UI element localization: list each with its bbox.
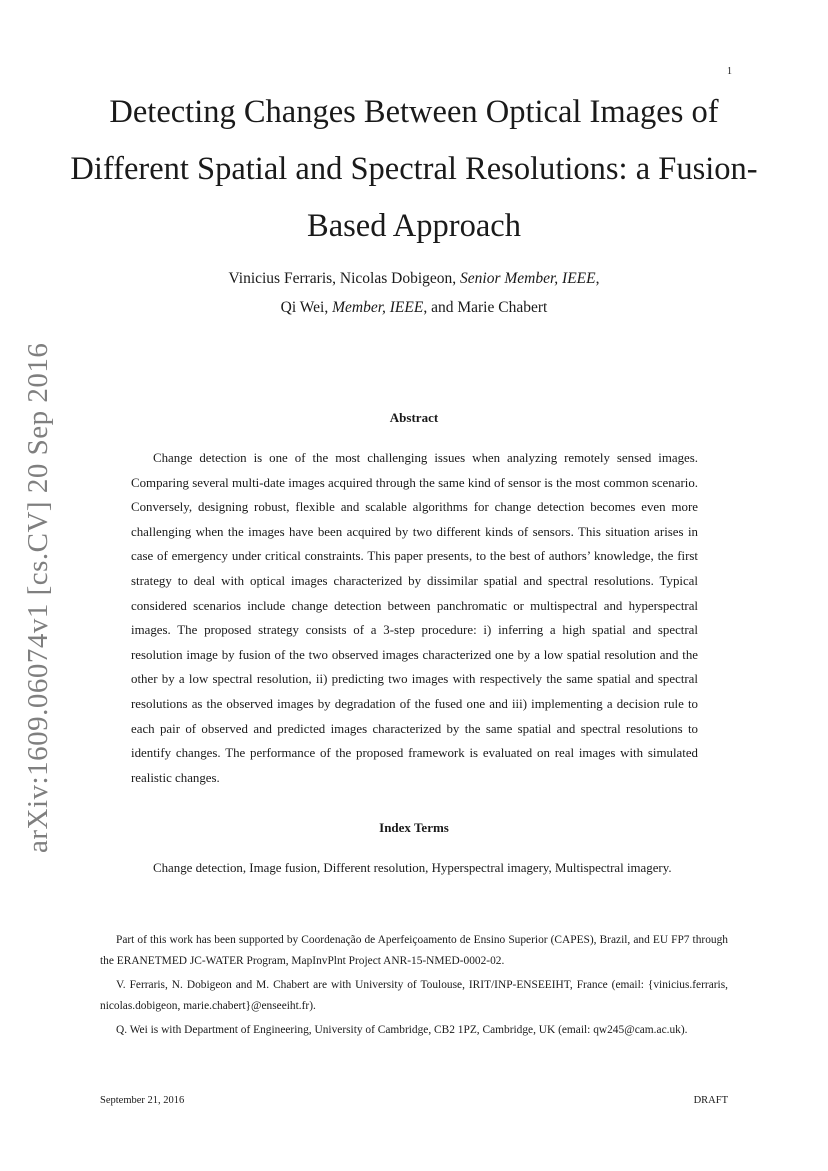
author-line-2-end: , and Marie Chabert [423,299,548,316]
author-role-2: Member, IEEE [332,299,424,316]
author-line-1 [60,264,768,293]
abstract-heading: Abstract [389,410,439,425]
footer-draft-label: DRAFT [693,1095,728,1106]
author-line-1-end: , [595,270,600,287]
author-list [60,264,768,322]
author-names-1: Vinicius Ferraris, Nicolas Dobigeon, [228,270,461,287]
footnote-funding: Part of this work has been supported by Coordenação de Aperfeiçoamento de Ensino Superior (CAPES), Brazil, and EU FP7 through the ERANETMED JC-WATER Program, MapInvPlnt Project ANR-15-NMED-0002-02. [100,934,728,967]
arxiv-identifier-stamp[interactable]: arXiv:1609.06074v1 [cs.CV] 20 Sep 2016 [22,342,54,853]
author-role-1: Senior Member, IEEE [460,270,596,287]
page-number: 1 [727,66,732,77]
footnote-affiliation-toulouse: V. Ferraris, N. Dobigeon and M. Chabert are with University of Toulouse, IRIT/INP-ENSEEIHT, France (email: {vinicius.ferraris, nicolas.dobigeon, marie.chabert}@enseeiht.fr). [100,979,728,1012]
author-names-2: Qi Wei, [280,299,333,316]
footnote-affiliation-cambridge: Q. Wei is with Department of Engineering, University of Cambridge, CB2 1PZ, Cambridge, UK (email: qw245@cam.ac.uk). [116,1024,688,1036]
footnotes [100,930,728,1044]
paper-title: Detecting Changes Between Optical Images of Different Spatial and Spectral Resolutions: a Fusion-Based Approach [70,94,758,244]
footer-date: September 21, 2016 [100,1095,185,1106]
abstract-text: Change detection is one of the most challenging issues when analyzing remotely sensed images. Comparing several multi-date images acquired through the same kind of sensor is the most common scenario. Conversely, designing robust, flexible and scalable algorithms for change detection becomes even more challenging when the images have been acquired by two different kinds of sensors. This situation arises in case of emergency under critical constraints. This paper presents, to the best of authors’ knowledge, the first strategy to deal with optical images characterized by dissimilar spatial and spectral resolutions. Typical considered scenarios include change detection between panchromatic or multispectral and hyperspectral images. The proposed strategy consists of a 3-step procedure: i) inferring a high spatial and spectral resolution image by fusion of the two observed images characterized one by a low spatial resolution and the other by a low spectral resolution, ii) predicting two images with respectively the same spatial and spectral resolutions as the observed images by degradation of the fused one and iii) implementing a decision rule to each pair of observed and predicted images characterized by the same spatial and spectral resolutions to identify changes. The performance of the proposed framework is evaluated on real images with simulated realistic changes. [131,451,698,785]
index-terms-heading: Index Terms [379,820,449,835]
index-terms-text: Change detection, Image fusion, Different resolution, Hyperspectral imagery, Multispectral imagery. [153,861,672,875]
author-line-2 [60,293,768,322]
